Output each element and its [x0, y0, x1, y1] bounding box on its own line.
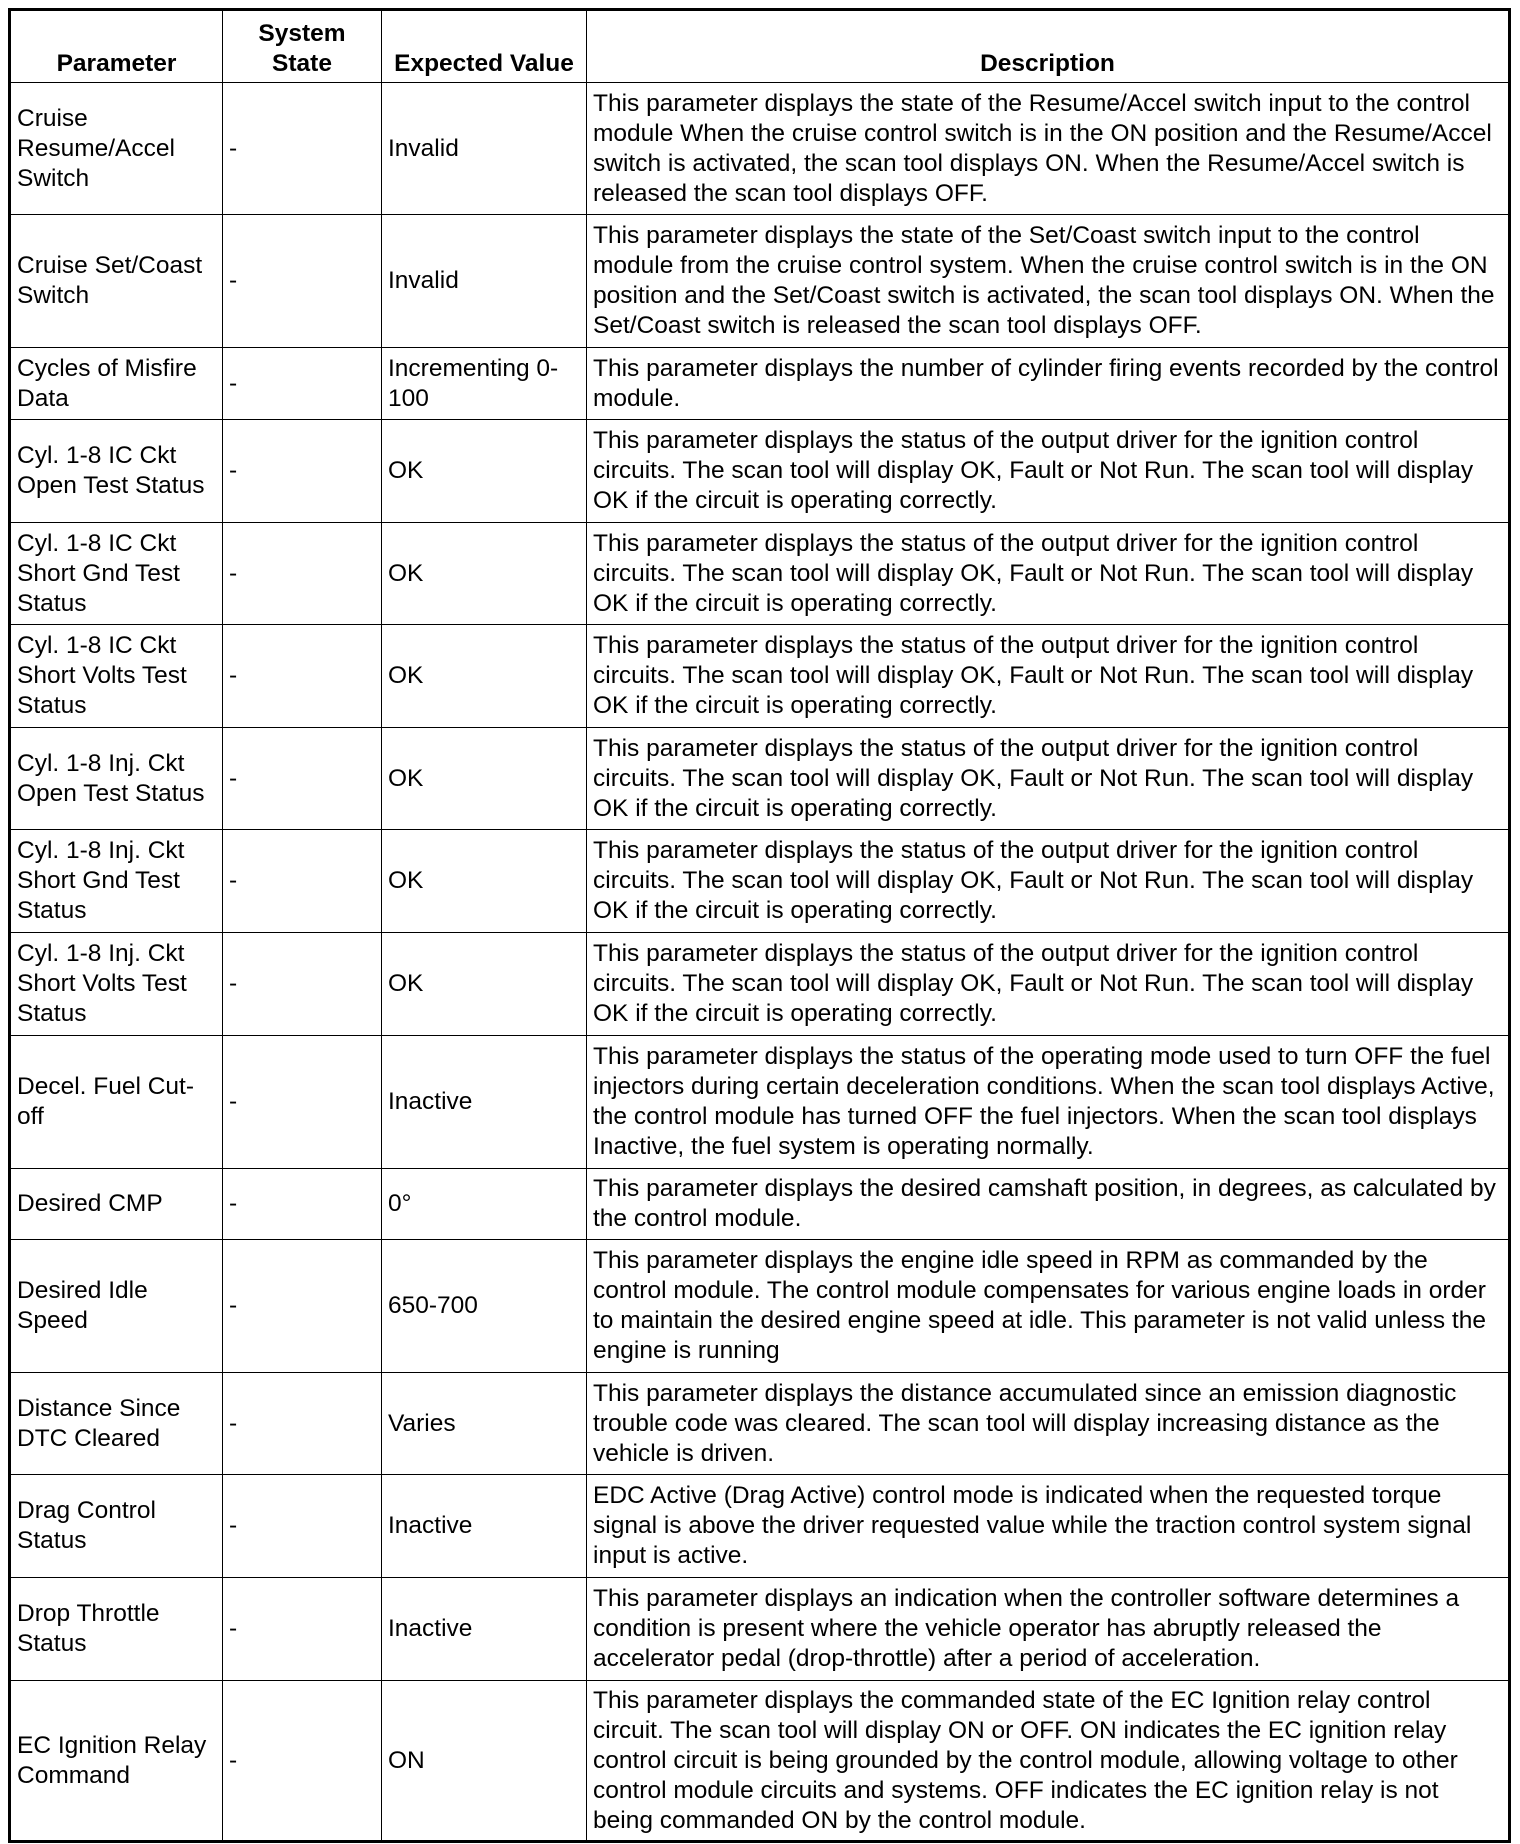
cell-expected-value: Inactive: [382, 1036, 587, 1169]
table-row: [10, 625, 1510, 728]
cell-system-state: -: [223, 215, 382, 348]
cell-expected-value: OK: [382, 933, 587, 1036]
cell-parameter: Cyl. 1-8 Inj. Ckt Short Volts Test Status: [10, 933, 223, 1036]
table-row: [10, 1681, 1510, 1842]
cell-system-state: -: [223, 1373, 382, 1475]
table-row: [10, 1036, 1510, 1169]
cell-parameter: Cyl. 1-8 IC Ckt Short Gnd Test Status: [10, 523, 223, 625]
cell-expected-value: OK: [382, 728, 587, 830]
cell-parameter: Decel. Fuel Cut-off: [10, 1036, 223, 1169]
table-row: [10, 933, 1510, 1036]
cell-expected-value: Varies: [382, 1373, 587, 1475]
cell-parameter: Drop Throttle Status: [10, 1578, 223, 1681]
cell-description: This parameter displays the state of the Set/Coast switch input to the control module from the cruise control system. When the cruise control switch is in the ON position and the Set/Coast switch is activated, the scan tool displays ON. When the Set/Coast switch is released the scan tool displays OFF.: [587, 215, 1510, 348]
table-row: [10, 1475, 1510, 1578]
cell-expected-value: OK: [382, 420, 587, 523]
cell-system-state: -: [223, 1475, 382, 1578]
table-row: [10, 1169, 1510, 1240]
cell-parameter: EC Ignition Relay Command: [10, 1681, 223, 1842]
table-row: [10, 1578, 1510, 1681]
cell-parameter: Drag Control Status: [10, 1475, 223, 1578]
cell-parameter: Desired CMP: [10, 1169, 223, 1240]
cell-expected-value: 0°: [382, 1169, 587, 1240]
parameter-table: [8, 8, 1511, 1843]
cell-system-state: -: [223, 728, 382, 830]
table-row: [10, 215, 1510, 348]
cell-description: This parameter displays the status of the output driver for the ignition control circuits. The scan tool will display OK, Fault or Not Run. The scan tool will display OK if the circuit is operating correctly.: [587, 420, 1510, 523]
cell-system-state: -: [223, 523, 382, 625]
cell-expected-value: OK: [382, 523, 587, 625]
table-row: [10, 1373, 1510, 1475]
cell-description: This parameter displays the status of the operating mode used to turn OFF the fuel injectors during certain deceleration conditions. When the scan tool displays Active, the control module has turned OFF the fuel injectors. When the scan tool displays Inactive, the fuel system is operating normally.: [587, 1036, 1510, 1169]
table-row: [10, 1240, 1510, 1373]
cell-description: EDC Active (Drag Active) control mode is indicated when the requested torque signal is above the driver requested value while the traction control system signal input is active.: [587, 1475, 1510, 1578]
cell-system-state: -: [223, 830, 382, 933]
cell-parameter: Cruise Resume/Accel Switch: [10, 83, 223, 215]
cell-system-state: -: [223, 933, 382, 1036]
cell-system-state: -: [223, 1240, 382, 1373]
cell-parameter: Distance Since DTC Cleared: [10, 1373, 223, 1475]
header-description: Description: [587, 10, 1510, 83]
cell-expected-value: 650-700: [382, 1240, 587, 1373]
table-row: [10, 420, 1510, 523]
table-row: [10, 83, 1510, 215]
cell-expected-value: Inactive: [382, 1475, 587, 1578]
cell-description: This parameter displays the number of cylinder firing events recorded by the control module.: [587, 348, 1510, 420]
cell-parameter: Cyl. 1-8 Inj. Ckt Short Gnd Test Status: [10, 830, 223, 933]
cell-expected-value: Incrementing 0-100: [382, 348, 587, 420]
cell-system-state: -: [223, 1169, 382, 1240]
cell-description: This parameter displays the commanded state of the EC Ignition relay control circuit. The scan tool will display ON or OFF. ON indicates the EC ignition relay control circuit is being grounded by the control module, allowing voltage to other control module circuits and systems. OFF indicates the EC ignition relay is not being commanded ON by the control module.: [587, 1681, 1510, 1842]
cell-parameter: Cruise Set/Coast Switch: [10, 215, 223, 348]
cell-system-state: -: [223, 348, 382, 420]
cell-description: This parameter displays the status of the output driver for the ignition control circuits. The scan tool will display OK, Fault or Not Run. The scan tool will display OK if the circuit is operating correctly.: [587, 625, 1510, 728]
cell-parameter: Cyl. 1-8 IC Ckt Short Volts Test Status: [10, 625, 223, 728]
table-row: [10, 348, 1510, 420]
cell-description: This parameter displays the desired camshaft position, in degrees, as calculated by the control module.: [587, 1169, 1510, 1240]
cell-expected-value: Invalid: [382, 83, 587, 215]
cell-expected-value: Invalid: [382, 215, 587, 348]
table-row: [10, 728, 1510, 830]
cell-parameter: Cyl. 1-8 IC Ckt Open Test Status: [10, 420, 223, 523]
cell-parameter: Desired Idle Speed: [10, 1240, 223, 1373]
header-row: [10, 10, 1510, 83]
cell-system-state: -: [223, 1578, 382, 1681]
cell-description: This parameter displays an indication when the controller software determines a condition is present where the vehicle operator has abruptly released the accelerator pedal (drop-throttle) after a period of acceleration.: [587, 1578, 1510, 1681]
cell-system-state: -: [223, 1036, 382, 1169]
cell-expected-value: OK: [382, 830, 587, 933]
cell-description: This parameter displays the status of the output driver for the ignition control circuits. The scan tool will display OK, Fault or Not Run. The scan tool will display OK if the circuit is operating correctly.: [587, 728, 1510, 830]
cell-description: This parameter displays the status of the output driver for the ignition control circuits. The scan tool will display OK, Fault or Not Run. The scan tool will display OK if the circuit is operating correctly.: [587, 933, 1510, 1036]
cell-description: This parameter displays the status of the output driver for the ignition control circuits. The scan tool will display OK, Fault or Not Run. The scan tool will display OK if the circuit is operating correctly.: [587, 523, 1510, 625]
cell-system-state: -: [223, 83, 382, 215]
table-row: [10, 523, 1510, 625]
cell-parameter: Cyl. 1-8 Inj. Ckt Open Test Status: [10, 728, 223, 830]
cell-expected-value: OK: [382, 625, 587, 728]
header-expected-value: Expected Value: [382, 10, 587, 83]
table-row: [10, 830, 1510, 933]
cell-description: This parameter displays the status of the output driver for the ignition control circuits. The scan tool will display OK, Fault or Not Run. The scan tool will display OK if the circuit is operating correctly.: [587, 830, 1510, 933]
cell-description: This parameter displays the state of the Resume/Accel switch input to the control module When the cruise control switch is in the ON position and the Resume/Accel switch is activated, the scan tool displays ON. When the Resume/Accel switch is released the scan tool displays OFF.: [587, 83, 1510, 215]
header-parameter: Parameter: [10, 10, 223, 83]
cell-expected-value: ON: [382, 1681, 587, 1842]
header-system-state: System State: [223, 10, 382, 83]
cell-system-state: -: [223, 625, 382, 728]
cell-expected-value: Inactive: [382, 1578, 587, 1681]
cell-system-state: -: [223, 420, 382, 523]
cell-parameter: Cycles of Misfire Data: [10, 348, 223, 420]
cell-description: This parameter displays the distance accumulated since an emission diagnostic trouble code was cleared. The scan tool will display increasing distance as the vehicle is driven.: [587, 1373, 1510, 1475]
cell-system-state: -: [223, 1681, 382, 1842]
cell-description: This parameter displays the engine idle speed in RPM as commanded by the control module. The control module compensates for various engine loads in order to maintain the desired engine speed at idle. This parameter is not valid unless the engine is running: [587, 1240, 1510, 1373]
